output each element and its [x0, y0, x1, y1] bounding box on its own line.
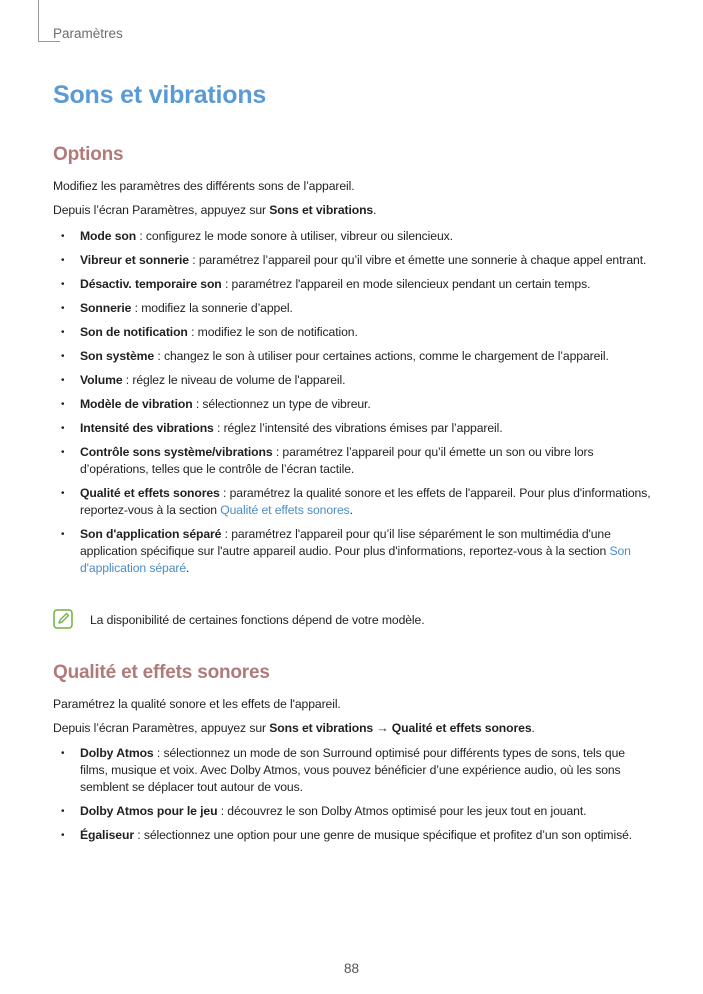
item-term: Sonnerie	[80, 301, 132, 315]
path-prefix: Depuis l’écran Paramètres, appuyez sur	[53, 203, 270, 217]
list-item	[53, 300, 653, 317]
item-term: Dolby Atmos	[80, 746, 154, 760]
note-text: La disponibilité de certaines fonctions dépend de votre modèle.	[90, 613, 425, 627]
item-term: Volume	[80, 373, 123, 387]
item-term: Son système	[80, 349, 155, 363]
item-desc: : paramétrez la qualité sonore et les effets de l'appareil. Pour plus d'informations, reportez-vous à la section	[80, 486, 651, 517]
running-head: Paramètres	[53, 26, 123, 41]
item-desc: : configurez le mode sonore à utiliser, vibreur ou silencieux.	[136, 229, 453, 243]
item-term: Contrôle sons système/vibrations	[80, 445, 273, 459]
item-desc: : sélectionnez un mode de son Surround optimisé pour différents types de sons, tels que films, musique et voix. Avec Dolby Atmos, vous pouvez bénéficier d’une expérience audio, où les sons semblent se déplacer tout autour de vous.	[80, 746, 625, 794]
path-suffix: .	[531, 721, 535, 735]
item-term: Mode son	[80, 229, 137, 243]
corner-mark-horizontal	[38, 41, 60, 42]
item-desc: : modifiez le son de notification.	[187, 325, 358, 339]
path-suffix: .	[373, 203, 377, 217]
item-term: Son d'application séparé	[80, 527, 222, 541]
item-desc: : découvrez le son Dolby Atmos optimisé pour les jeux tout en jouant.	[217, 804, 587, 818]
item-desc: : sélectionnez un type de vibreur.	[192, 397, 371, 411]
quality-list	[53, 745, 653, 851]
item-desc: : paramétrez l'appareil pour qu’il lise séparément le son multimédia d'une application spécifique sur l'autre appareil audio. Pour plus d'informations, reportez-vous à la section	[80, 527, 611, 558]
item-desc: : paramétrez l’appareil pour qu’il émette un son ou vibre lors d’opérations, telles que le contrôle de l’écran tactile.	[80, 445, 594, 476]
path-bold: Sons et vibrations	[269, 203, 374, 217]
section-heading-quality: Qualité et effets sonores	[53, 662, 270, 683]
item-desc: : réglez l’intensité des vibrations émises par l’appareil.	[213, 421, 503, 435]
path-prefix: Depuis l’écran Paramètres, appuyez sur	[53, 721, 270, 735]
options-list	[53, 228, 653, 584]
item-term: Égaliseur	[80, 828, 134, 842]
list-item	[53, 348, 653, 365]
options-path	[53, 202, 653, 219]
item-desc: : paramétrez l'appareil en mode silencieux pendant un certain temps.	[221, 277, 591, 291]
list-item	[53, 803, 653, 820]
list-item	[53, 485, 653, 519]
corner-mark-vertical	[38, 0, 39, 42]
list-item	[53, 827, 653, 844]
link-quality-effects[interactable]: Qualité et effets sonores	[220, 503, 350, 517]
list-item	[53, 526, 653, 577]
item-term: Dolby Atmos pour le jeu	[80, 804, 218, 818]
quality-intro: Paramétrez la qualité sonore et les effets de l'appareil.	[53, 697, 341, 711]
item-desc: : changez le son à utiliser pour certaines actions, comme le chargement de l’appareil.	[154, 349, 609, 363]
item-term: Intensité des vibrations	[80, 421, 214, 435]
note-pencil-icon	[53, 609, 73, 629]
item-term: Son de notification	[80, 325, 188, 339]
list-item	[53, 420, 653, 437]
item-term: Qualité et effets sonores	[80, 486, 220, 500]
list-item	[53, 372, 653, 389]
quality-path	[53, 720, 653, 737]
list-item	[53, 228, 653, 245]
list-item	[53, 252, 653, 269]
list-item	[53, 276, 653, 293]
item-desc: : modifiez la sonnerie d’appel.	[131, 301, 293, 315]
page-title: Sons et vibrations	[53, 81, 267, 109]
list-item	[53, 444, 653, 478]
section-heading-options: Options	[53, 144, 124, 165]
item-end: .	[186, 561, 190, 575]
list-item	[53, 324, 653, 341]
item-term: Modèle de vibration	[80, 397, 193, 411]
options-intro: Modifiez les paramètres des différents sons de l’appareil.	[53, 179, 355, 193]
item-term: Désactiv. temporaire son	[80, 277, 222, 291]
list-item	[53, 745, 653, 796]
link-separate-app-sound[interactable]: Son d'application séparé	[80, 544, 631, 575]
list-item	[53, 396, 653, 413]
item-desc: : paramétrez l’appareil pour qu’il vibre et émette une sonnerie à chaque appel entrant.	[188, 253, 647, 267]
item-term: Vibreur et sonnerie	[80, 253, 189, 267]
item-desc: : sélectionnez une option pour une genre de musique spécifique et profitez d’un son optimisé.	[133, 828, 633, 842]
page-number: 88	[343, 961, 360, 976]
item-end: .	[349, 503, 353, 517]
item-desc: : réglez le niveau de volume de l'appareil.	[122, 373, 346, 387]
path-bold: Sons et vibrations → Qualité et effets sonores	[269, 721, 532, 735]
